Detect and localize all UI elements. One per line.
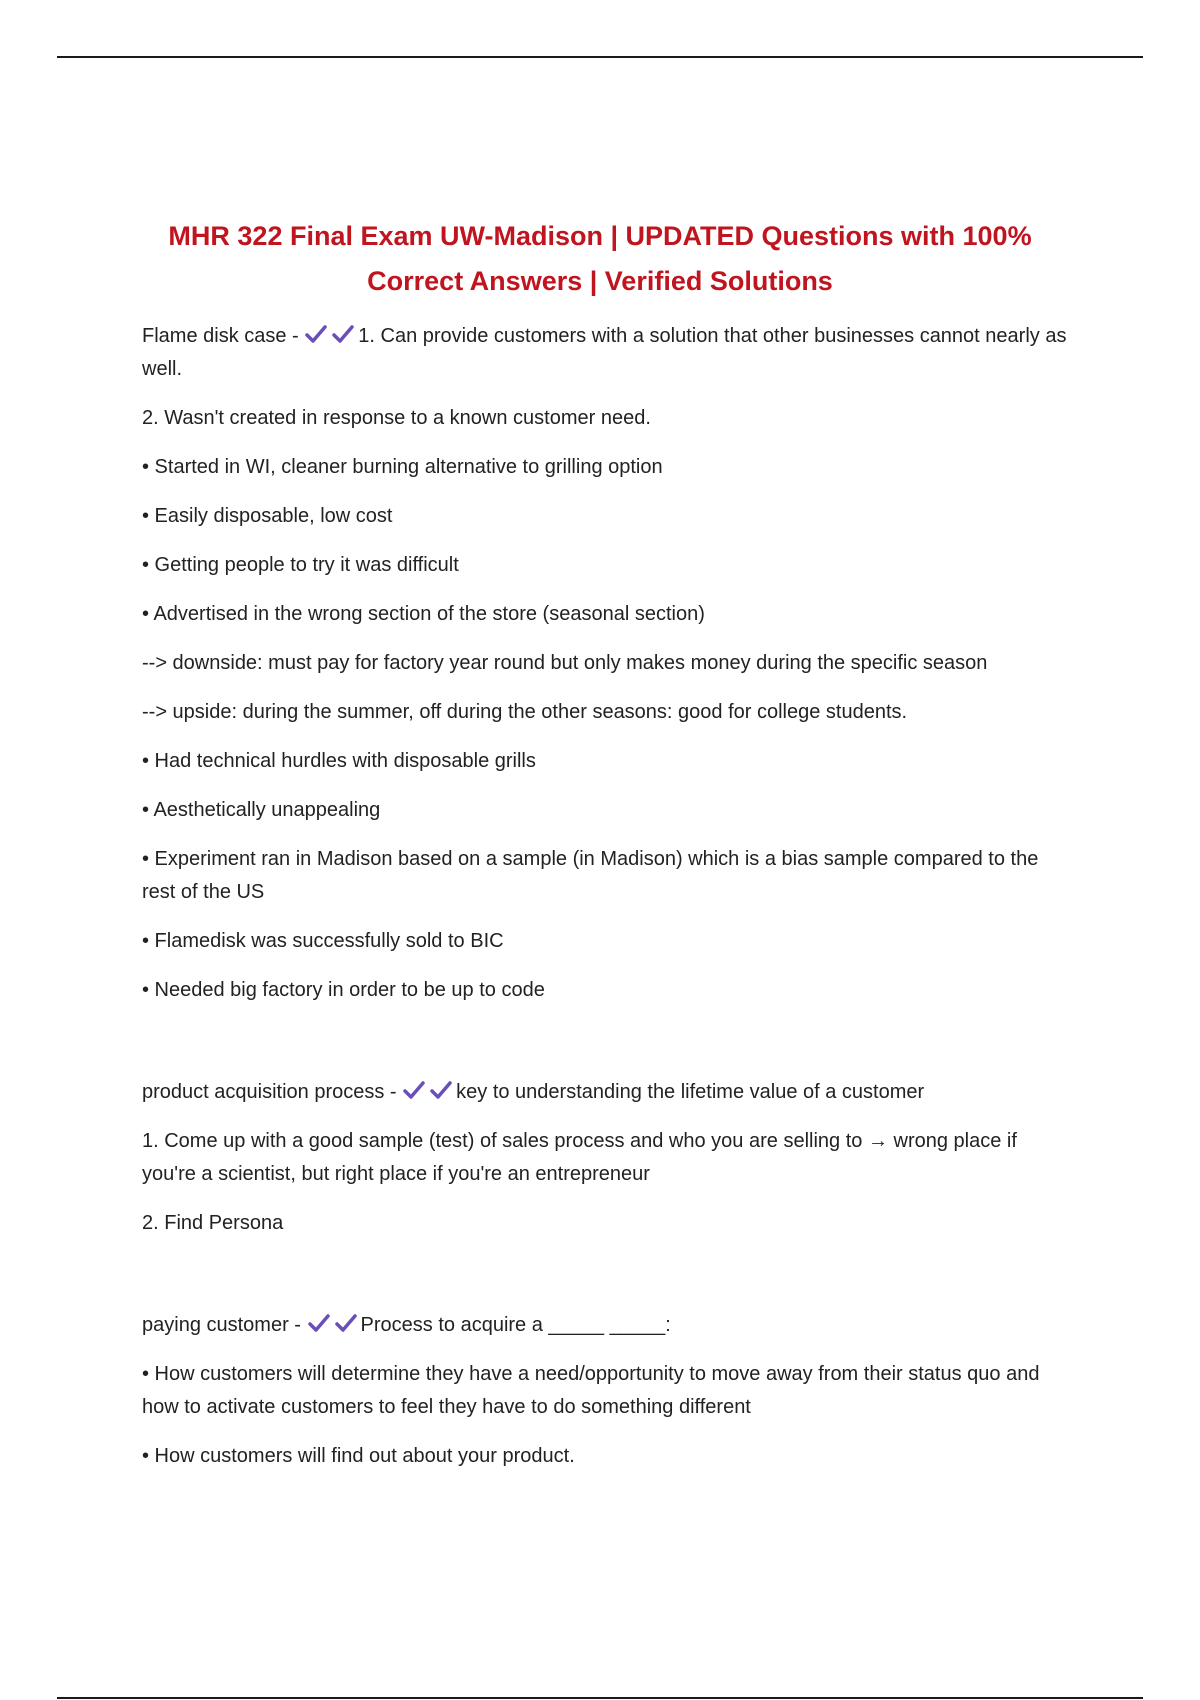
flame-line: • Easily disposable, low cost bbox=[142, 505, 393, 527]
acquisition-term: product acquisition process - bbox=[142, 1081, 397, 1103]
paying-line: • How customers will find out about your product. bbox=[142, 1445, 575, 1467]
acquisition-line: 1. Come up with a good sample (test) of sales process and who you are selling to → wrong place if you're a scientist, but right place if you're an entrepreneur bbox=[142, 1130, 1017, 1185]
acquisition-answer-first: key to understanding the lifetime value of a customer bbox=[456, 1081, 925, 1103]
paying-term-line bbox=[142, 1309, 1072, 1342]
flame-term-line bbox=[142, 320, 1072, 386]
document-title bbox=[100, 214, 1100, 304]
checkmark-icon bbox=[331, 323, 355, 345]
checkmark-icon bbox=[307, 1312, 331, 1334]
flame-line: • Started in WI, cleaner burning alternative to grilling option bbox=[142, 456, 663, 478]
flame-line: • Aesthetically unappealing bbox=[142, 799, 381, 821]
paying-line: • How customers will determine they have a need/opportunity to move away from their status quo and how to activate customers to feel they have to do something different bbox=[142, 1363, 1040, 1418]
flame-term: Flame disk case - bbox=[142, 325, 299, 347]
document-body bbox=[142, 320, 1072, 1489]
flame-line: --> downside: must pay for factory year round but only makes money during the specific season bbox=[142, 652, 988, 674]
bottom-rule bbox=[57, 1697, 1143, 1699]
section-spacer bbox=[142, 1023, 1072, 1076]
checkmark-icon bbox=[334, 1312, 358, 1334]
flame-line: • Had technical hurdles with disposable grills bbox=[142, 750, 536, 772]
checkmark-icon bbox=[402, 1079, 426, 1101]
flame-line: • Advertised in the wrong section of the store (seasonal section) bbox=[142, 603, 705, 625]
flame-answer-first: 1. Can provide customers with a solution that other businesses cannot nearly as well. bbox=[142, 325, 1067, 380]
flame-line: • Flamedisk was successfully sold to BIC bbox=[142, 930, 504, 952]
flame-line: • Needed big factory in order to be up to code bbox=[142, 979, 545, 1001]
flame-line: • Experiment ran in Madison based on a sample (in Madison) which is a bias sample compared to the rest of the US bbox=[142, 848, 1039, 903]
title-line-2: Correct Answers | Verified Solutions bbox=[367, 266, 833, 296]
acquisition-term-line bbox=[142, 1076, 1072, 1109]
flame-line: --> upside: during the summer, off during the other seasons: good for college students. bbox=[142, 701, 908, 723]
flame-line: 2. Wasn't created in response to a known customer need. bbox=[142, 407, 651, 429]
section-spacer bbox=[142, 1256, 1072, 1309]
acquisition-line: 2. Find Persona bbox=[142, 1212, 284, 1234]
checkmark-icon bbox=[429, 1079, 453, 1101]
top-rule bbox=[57, 56, 1143, 58]
paying-term: paying customer - bbox=[142, 1314, 301, 1336]
title-line-1: MHR 322 Final Exam UW-Madison | UPDATED Questions with 100% bbox=[168, 221, 1032, 251]
checkmark-icon bbox=[304, 323, 328, 345]
paying-answer-first: Process to acquire a _____ _____: bbox=[360, 1314, 671, 1336]
flame-line: • Getting people to try it was difficult bbox=[142, 554, 459, 576]
